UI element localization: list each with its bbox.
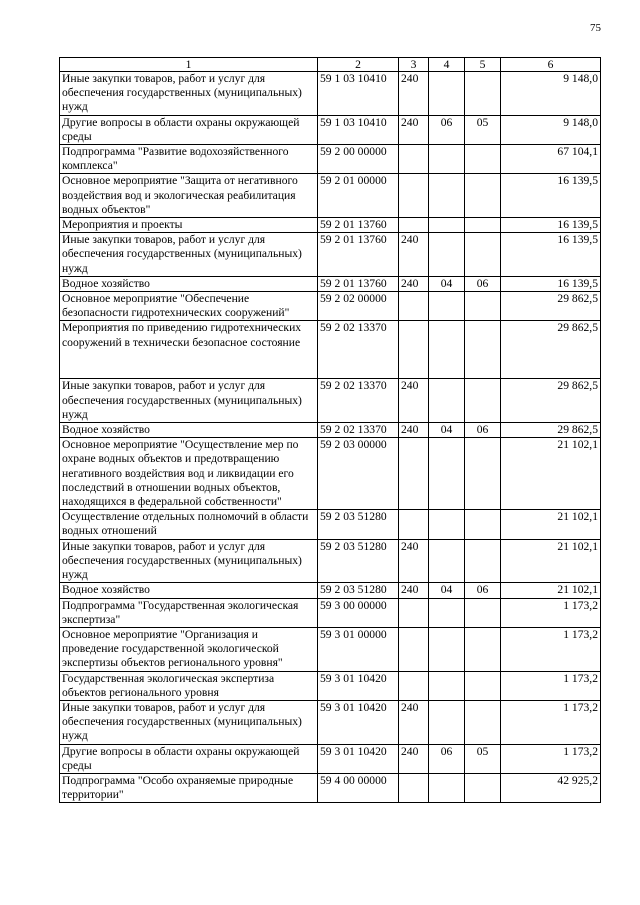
row-subsection (465, 292, 501, 321)
row-code: 59 4 00 00000 (318, 773, 399, 802)
row-code: 59 2 03 51280 (318, 539, 399, 583)
table-row (60, 423, 601, 438)
table-row (60, 700, 601, 744)
row-expense-type: 240 (399, 423, 429, 438)
row-amount: 29 862,5 (501, 379, 601, 423)
row-name: Осуществление отдельных полномочий в области водных отношений (60, 510, 318, 539)
row-amount: 1 173,2 (501, 700, 601, 744)
row-name: Мероприятия по приведению гидротехнических сооружений в технически безопасное состояние (60, 321, 318, 379)
row-code: 59 3 01 00000 (318, 627, 399, 671)
header-col-1: 1 (60, 58, 318, 72)
row-expense-type (399, 510, 429, 539)
row-expense-type (399, 218, 429, 233)
row-amount: 29 862,5 (501, 321, 601, 379)
row-section: 06 (429, 115, 465, 144)
row-subsection (465, 598, 501, 627)
row-section (429, 218, 465, 233)
row-expense-type: 240 (399, 744, 429, 773)
row-code: 59 2 03 51280 (318, 510, 399, 539)
row-subsection: 05 (465, 744, 501, 773)
header-col-5: 5 (465, 58, 501, 72)
row-expense-type: 240 (399, 233, 429, 277)
row-name: Подпрограмма "Государственная экологическая экспертиза" (60, 598, 318, 627)
row-section (429, 379, 465, 423)
row-subsection (465, 218, 501, 233)
row-amount: 29 862,5 (501, 292, 601, 321)
row-section (429, 627, 465, 671)
row-code: 59 1 03 10410 (318, 115, 399, 144)
header-col-3: 3 (399, 58, 429, 72)
row-code: 59 2 01 13760 (318, 233, 399, 277)
row-expense-type: 240 (399, 583, 429, 598)
row-section: 04 (429, 276, 465, 291)
row-section (429, 233, 465, 277)
row-code: 59 3 00 00000 (318, 598, 399, 627)
row-subsection: 06 (465, 583, 501, 598)
row-section (429, 773, 465, 802)
header-col-6: 6 (501, 58, 601, 72)
table-row (60, 583, 601, 598)
table-row (60, 539, 601, 583)
row-name: Мероприятия и проекты (60, 218, 318, 233)
row-amount: 1 173,2 (501, 671, 601, 700)
row-amount: 67 104,1 (501, 145, 601, 174)
row-name: Иные закупки товаров, работ и услуг для обеспечения государственных (муниципальных) нужд (60, 379, 318, 423)
row-name: Водное хозяйство (60, 583, 318, 598)
row-expense-type (399, 438, 429, 510)
row-amount: 16 139,5 (501, 174, 601, 218)
row-amount: 42 925,2 (501, 773, 601, 802)
row-code: 59 2 03 51280 (318, 583, 399, 598)
row-code: 59 2 02 13370 (318, 379, 399, 423)
table-row (60, 145, 601, 174)
row-code: 59 1 03 10410 (318, 72, 399, 116)
row-name: Иные закупки товаров, работ и услуг для обеспечения государственных (муниципальных) нужд (60, 233, 318, 277)
row-subsection (465, 671, 501, 700)
table-row (60, 115, 601, 144)
row-amount: 21 102,1 (501, 438, 601, 510)
table-row (60, 218, 601, 233)
row-subsection (465, 438, 501, 510)
row-section (429, 700, 465, 744)
row-section: 04 (429, 583, 465, 598)
row-amount: 29 862,5 (501, 423, 601, 438)
header-col-2: 2 (318, 58, 399, 72)
row-code: 59 3 01 10420 (318, 671, 399, 700)
row-subsection (465, 539, 501, 583)
row-code: 59 2 03 00000 (318, 438, 399, 510)
row-subsection (465, 72, 501, 116)
row-amount: 1 173,2 (501, 598, 601, 627)
row-name: Водное хозяйство (60, 276, 318, 291)
row-expense-type: 240 (399, 539, 429, 583)
row-subsection (465, 379, 501, 423)
table-row (60, 72, 601, 116)
row-name: Водное хозяйство (60, 423, 318, 438)
row-code: 59 3 01 10420 (318, 700, 399, 744)
row-code: 59 3 01 10420 (318, 744, 399, 773)
row-expense-type (399, 773, 429, 802)
table-row (60, 627, 601, 671)
row-code: 59 2 01 13760 (318, 276, 399, 291)
table-row (60, 773, 601, 802)
row-subsection (465, 627, 501, 671)
row-name: Иные закупки товаров, работ и услуг для обеспечения государственных (муниципальных) нужд (60, 72, 318, 116)
table-header-row (60, 58, 601, 72)
row-subsection (465, 145, 501, 174)
row-expense-type: 240 (399, 72, 429, 116)
row-expense-type (399, 627, 429, 671)
row-section (429, 145, 465, 174)
row-name: Основное мероприятие "Обеспечение безопасности гидротехнических сооружений" (60, 292, 318, 321)
row-expense-type: 240 (399, 700, 429, 744)
row-name: Иные закупки товаров, работ и услуг для обеспечения государственных (муниципальных) нужд (60, 700, 318, 744)
row-amount: 9 148,0 (501, 115, 601, 144)
row-code: 59 2 02 13370 (318, 321, 399, 379)
row-section (429, 321, 465, 379)
row-code: 59 2 02 13370 (318, 423, 399, 438)
row-amount: 1 173,2 (501, 744, 601, 773)
row-code: 59 2 01 00000 (318, 174, 399, 218)
row-expense-type (399, 598, 429, 627)
row-subsection (465, 174, 501, 218)
row-expense-type: 240 (399, 379, 429, 423)
row-section (429, 72, 465, 116)
row-code: 59 2 01 13760 (318, 218, 399, 233)
row-expense-type (399, 145, 429, 174)
row-subsection (465, 773, 501, 802)
row-expense-type: 240 (399, 115, 429, 144)
row-name: Другие вопросы в области охраны окружающей среды (60, 744, 318, 773)
row-expense-type: 240 (399, 276, 429, 291)
row-amount: 16 139,5 (501, 276, 601, 291)
row-section (429, 292, 465, 321)
row-subsection: 06 (465, 276, 501, 291)
row-subsection (465, 233, 501, 277)
table-row (60, 598, 601, 627)
row-section: 04 (429, 423, 465, 438)
row-expense-type (399, 321, 429, 379)
row-subsection: 06 (465, 423, 501, 438)
table-row (60, 438, 601, 510)
row-name: Подпрограмма "Особо охраняемые природные территории" (60, 773, 318, 802)
row-amount: 21 102,1 (501, 510, 601, 539)
table-row (60, 379, 601, 423)
budget-table (59, 57, 601, 803)
row-amount: 16 139,5 (501, 218, 601, 233)
page-number: 75 (590, 22, 601, 34)
table-row (60, 321, 601, 379)
header-col-4: 4 (429, 58, 465, 72)
row-name: Иные закупки товаров, работ и услуг для обеспечения государственных (муниципальных) нужд (60, 539, 318, 583)
row-amount: 21 102,1 (501, 583, 601, 598)
row-code: 59 2 02 00000 (318, 292, 399, 321)
row-name: Основное мероприятие "Организация и проведение государственной экологической экспертизы объектов регионального уровня" (60, 627, 318, 671)
table-row (60, 276, 601, 291)
table-row (60, 233, 601, 277)
row-amount: 21 102,1 (501, 539, 601, 583)
row-expense-type (399, 174, 429, 218)
table-row (60, 292, 601, 321)
table-row (60, 510, 601, 539)
row-subsection (465, 700, 501, 744)
row-expense-type (399, 292, 429, 321)
row-amount: 1 173,2 (501, 627, 601, 671)
row-amount: 9 148,0 (501, 72, 601, 116)
row-section: 06 (429, 744, 465, 773)
row-subsection: 05 (465, 115, 501, 144)
row-amount: 16 139,5 (501, 233, 601, 277)
row-subsection (465, 510, 501, 539)
row-expense-type (399, 671, 429, 700)
row-section (429, 671, 465, 700)
row-name: Подпрограмма "Развитие водохозяйственного комплекса" (60, 145, 318, 174)
row-section (429, 539, 465, 583)
row-section (429, 510, 465, 539)
row-name: Основное мероприятие "Защита от негативного воздействия вод и экологическая реабилитация водных объектов" (60, 174, 318, 218)
row-name: Основное мероприятие "Осуществление мер по охране водных объектов и предотвращению негативного воздействия вод и ликвидации его последствий в отношении водных объектов, находящихся в федеральной собственности" (60, 438, 318, 510)
row-name: Государственная экологическая экспертиза объектов регионального уровня (60, 671, 318, 700)
table-row (60, 174, 601, 218)
row-section (429, 438, 465, 510)
row-subsection (465, 321, 501, 379)
row-section (429, 174, 465, 218)
row-code: 59 2 00 00000 (318, 145, 399, 174)
table-row (60, 744, 601, 773)
table-row (60, 671, 601, 700)
row-section (429, 598, 465, 627)
row-name: Другие вопросы в области охраны окружающей среды (60, 115, 318, 144)
